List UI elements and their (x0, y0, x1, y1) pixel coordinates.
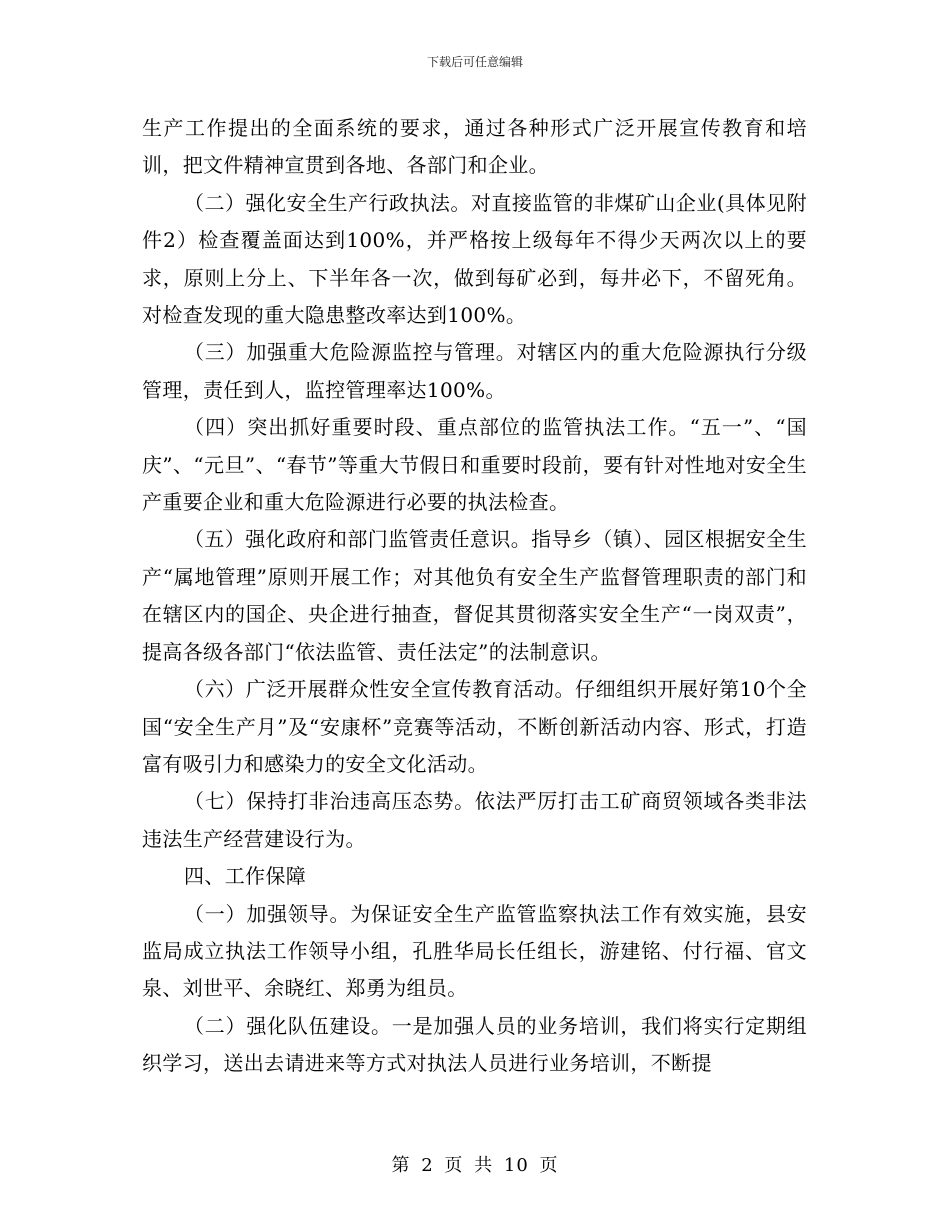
footer-suffix: 页 (539, 1155, 559, 1176)
page-header: 下载后可任意编辑 (426, 55, 523, 69)
footer-current-page: 2 (421, 1155, 434, 1176)
paragraph-team-building: （二）强化队伍建设。一是加强人员的业务培训，我们将实行定期组织学习，送出去请进来等方式对执法人员进行业务培训，不断提 (142, 1013, 807, 1076)
section-heading-work-guarantee: 四、工作保障 (184, 864, 307, 889)
paragraph-safety-education: （六）广泛开展群众性安全宣传教育活动。仔细组织开展好第10个全国“安全生产月”及“安康杯”竞赛等活动，不断创新活动内容、形式，打造富有吸引力和感染力的安全文化活动。 (142, 677, 807, 776)
footer-middle: 页 共 (444, 1155, 494, 1176)
paragraph-leadership: （一）加强领导。为保证安全生产监管监察执法工作有效实施，县安监局成立执法工作领导小组，孔胜华局长任组长，游建铭、付行福、官文泉、刘世平、余晓红、郑勇为组员。 (142, 901, 807, 1001)
paragraph-crackdown: （七）保持打非治违高压态势。依法严厉打击工矿商贸领域各类非法违法生产经营建设行为。 (142, 789, 807, 851)
footer-total-pages: 10 (503, 1155, 529, 1176)
paragraph-government-responsibility: （五）强化政府和部门监管责任意识。指导乡（镇）、园区根据安全生产“属地管理”原则开展工作；对其他负有安全生产监督管理职责的部门和在辖区内的国企、央企进行抽查，督促其贯彻落实安全生产“一岗双责”，提高各级各部门“依法监管、责任法定”的法制意识。 (142, 527, 807, 664)
footer-prefix: 第 (391, 1155, 411, 1176)
paragraph-continuation: 生产工作提出的全面系统的要求，通过各种形式广泛开展宣传教育和培训，把文件精神宣贯到各地、各部门和企业。 (142, 116, 807, 178)
document-body (142, 110, 807, 1083)
paragraph-hazard-monitoring: （三）加强重大危险源监控与管理。对辖区内的重大危险源执行分级管理，责任到人，监控管理率达100%。 (142, 340, 807, 402)
paragraph-key-periods: （四）突出抓好重要时段、重点部位的监管执法工作。“五一”、“国庆”、“元旦”、“春节”等重大节假日和重要时段前，要有针对性地对安全生产重要企业和重大危险源进行必要的执法检查。 (142, 415, 807, 515)
paragraph-admin-enforcement: （二）强化安全生产行政执法。对直接监管的非煤矿山企业(具体见附件2）检查覆盖面达到100%，并严格按上级每年不得少天两次以上的要求，原则上分上、下半年各一次，做到每矿必到，每井必下，不留死角。对检查发现的重大隐患整改率达到100%。 (142, 190, 807, 328)
page-footer (0, 1155, 950, 1177)
